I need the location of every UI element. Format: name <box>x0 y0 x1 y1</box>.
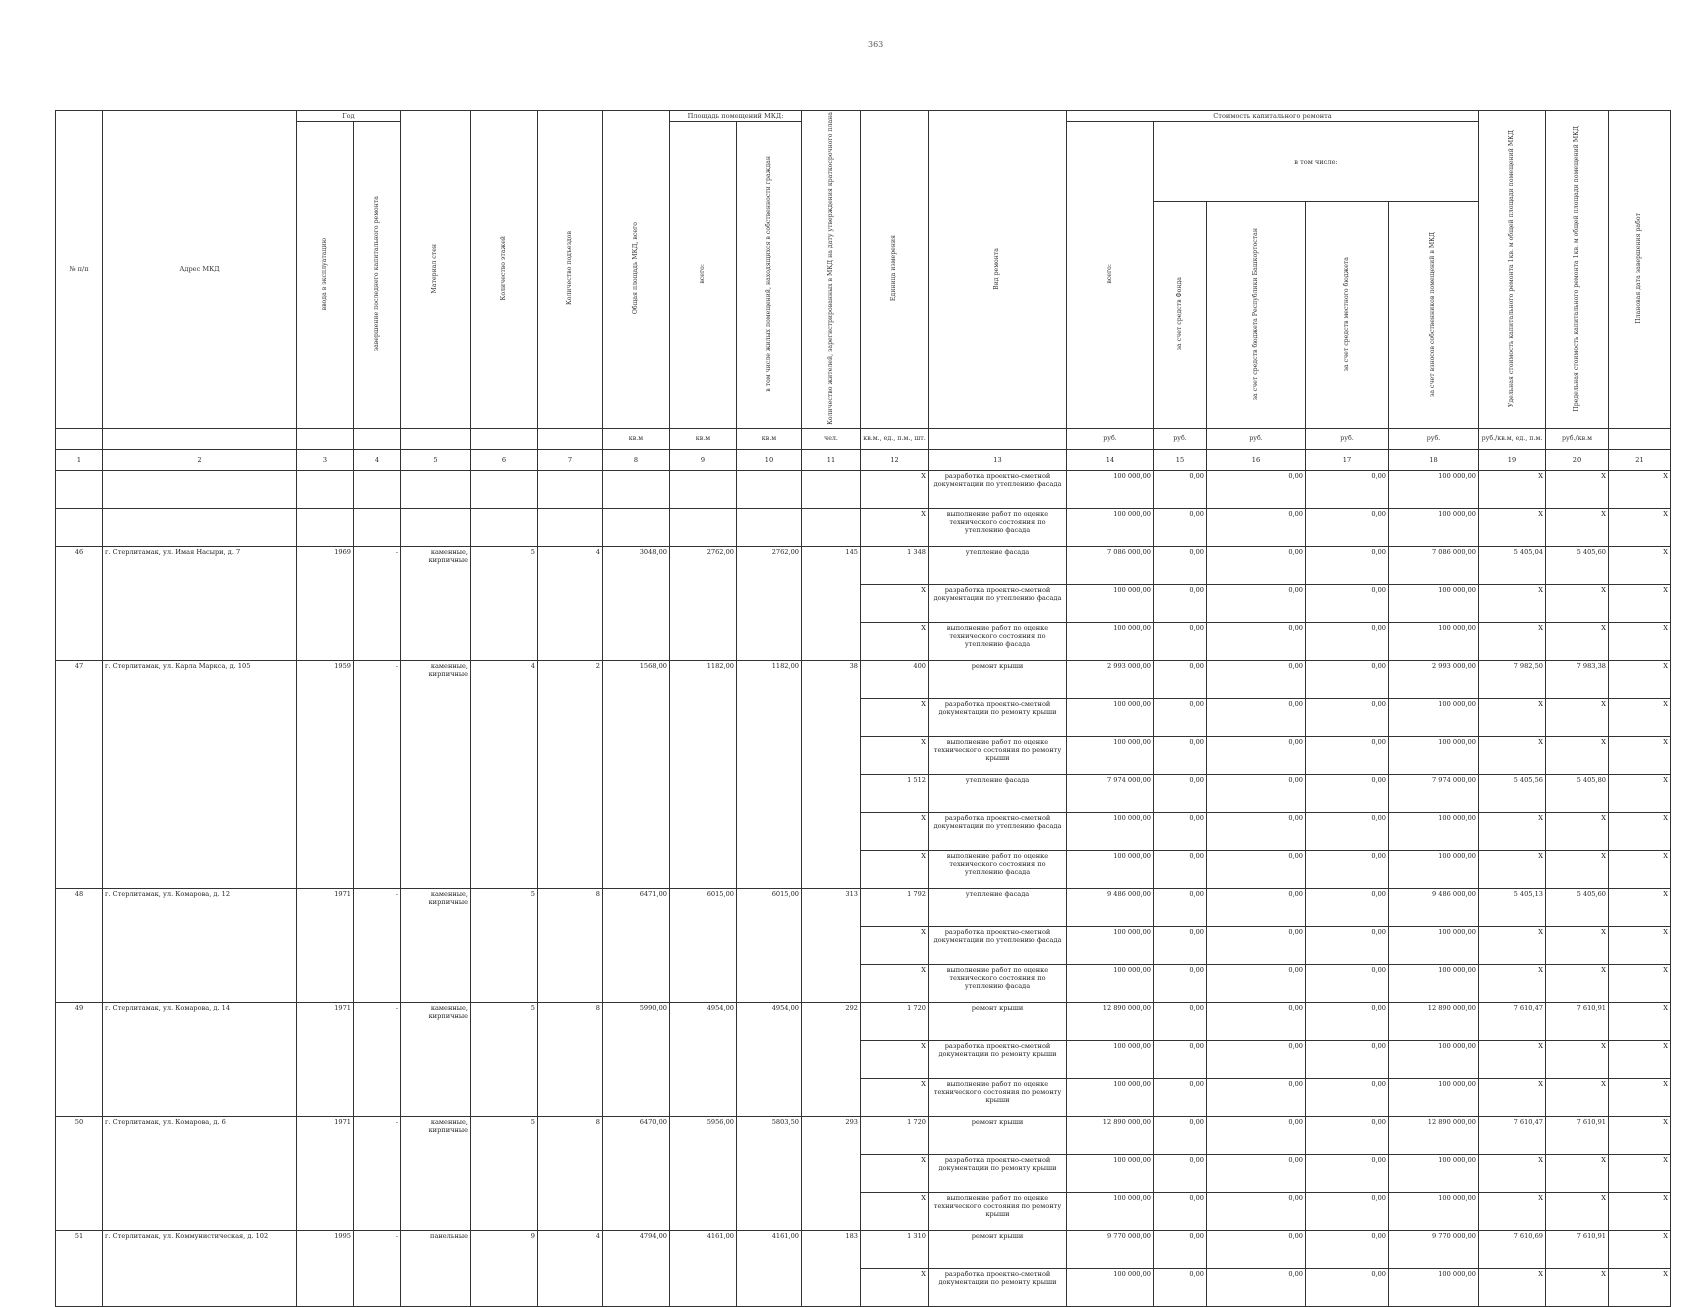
table-row: X разработка проектно-сметной документации по утеплению фасада 100 000,00 0,00 0,00 0,00 100 000,00 X X X <box>56 926 1671 964</box>
hdr-wall-material: Материал стен <box>401 111 471 429</box>
unit-17: руб. <box>1306 428 1389 449</box>
table-row: X выполнение работ по оценке технического состояния по утеплению фасада 100 000,00 0,00 0,00 0,00 100 000,00 X X X <box>56 622 1671 660</box>
hdr-entrances: Количество подъездов <box>538 111 603 429</box>
table-row: X выполнение работ по оценке технического состояния по ремонту крыши 100 000,00 0,00 0,00 0,00 100 000,00 X X X <box>56 1192 1671 1230</box>
table-row: X выполнение работ по оценке технического состояния по утеплению фасада 100 000,00 0,00 0,00 0,00 100 000,00 X X X <box>56 850 1671 888</box>
hdr-num: № п/п <box>56 111 103 429</box>
unit-14: руб. <box>1067 428 1154 449</box>
table-row: X разработка проектно-сметной документации по ремонту крыши 100 000,00 0,00 0,00 0,00 100 000,00 X X X <box>56 1040 1671 1078</box>
hdr-unit: Единица измерения <box>861 111 929 429</box>
table-row: 48 г. Стерлитамак, ул. Комарова, д. 12 1971 - каменные, кирпичные 5 8 6471,00 6015,00 6015,00 313 1 792 утепление фасада 9 486 000,00 0,00 0,00 0,00 9 486 000,00 5 405,13 5 405,60 X <box>56 888 1671 926</box>
unit-18: руб. <box>1389 428 1479 449</box>
hdr-owner-fees: за счет взносов собственников помещений в МКД <box>1389 202 1479 429</box>
hdr-republic-budget: за счет средств бюджета Республики Башкортостан <box>1207 202 1306 429</box>
table-row: X выполнение работ по оценке технического состояния по утеплению фасада 100 000,00 0,00 0,00 0,00 100 000,00 X X X <box>56 508 1671 546</box>
table-row: X разработка проектно-сметной документации по утеплению фасада 100 000,00 0,00 0,00 0,00 100 000,00 X X X <box>56 470 1671 508</box>
hdr-residents: Количество жителей, зарегистрированных в МКД на дату утверждения краткосрочного плана <box>802 111 861 429</box>
table-row: 1 512 утепление фасада 7 974 000,00 0,00 0,00 0,00 7 974 000,00 5 405,56 5 405,80 X <box>56 774 1671 812</box>
table-row: X разработка проектно-сметной документации по ремонту крыши 100 000,00 0,00 0,00 0,00 100 000,00 X X X <box>56 1154 1671 1192</box>
unit-12: кв.м., ед., п.м., шт. <box>861 428 929 449</box>
table-row: X выполнение работ по оценке технического состояния по утеплению фасада 100 000,00 0,00 0,00 0,00 100 000,00 X X X <box>56 964 1671 1002</box>
table-row: 51 г. Стерлитамак, ул. Коммунистическая, д. 102 1995 - панельные 9 4 4794,00 4161,00 4161,00 183 1 310 ремонт крыши 9 770 000,00 0,00 0,00 0,00 9 770 000,00 7 610,69 7 610,91 X <box>56 1230 1671 1268</box>
unit-16: руб. <box>1207 428 1306 449</box>
hdr-area-owned: в том числе жилых помещений, находящихся в собственности граждан <box>737 122 802 429</box>
table-row: X разработка проектно-сметной документации по утеплению фасада 100 000,00 0,00 0,00 0,00 100 000,00 X X X <box>56 584 1671 622</box>
hdr-year-group: Год <box>297 111 401 122</box>
table-row: 50 г. Стерлитамак, ул. Комарова, д. 6 1971 - каменные, кирпичные 5 8 6470,00 5956,00 5803,50 293 1 720 ремонт крыши 12 890 000,00 0,00 0,00 0,00 12 890 000,00 7 610,47 7 610,91 X <box>56 1116 1671 1154</box>
hdr-area-group: Площадь помещений МКД: <box>670 111 802 122</box>
hdr-floors: Количество этажей <box>471 111 538 429</box>
hdr-repair-type: Вид ремонта <box>929 111 1067 429</box>
unit-19: руб./кв.м, ед., п.м. <box>1479 428 1546 449</box>
hdr-cost-group: Стоимость капитального ремонта <box>1067 111 1479 122</box>
hdr-including: в том числе: <box>1154 122 1479 202</box>
table-row: X разработка проектно-сметной документации по ремонту крыши 100 000,00 0,00 0,00 0,00 100 000,00 X X X <box>56 698 1671 736</box>
hdr-commissioning: ввода в эксплуатацию <box>297 122 354 429</box>
table-row: X разработка проектно-сметной документации по утеплению фасада 100 000,00 0,00 0,00 0,00 100 000,00 X X X <box>56 812 1671 850</box>
hdr-cost-total: всего: <box>1067 122 1154 429</box>
hdr-address: Адрес МКД <box>103 111 297 429</box>
table-row: X выполнение работ по оценке технического состояния по ремонту крыши 100 000,00 0,00 0,00 0,00 100 000,00 X X X <box>56 1078 1671 1116</box>
table-row: X разработка проектно-сметной документации по ремонту крыши 100 000,00 0,00 0,00 0,00 100 000,00 X X X <box>56 1268 1671 1306</box>
hdr-fund: за счет средств Фонда <box>1154 202 1207 429</box>
hdr-last-repair: завершение последнего капитального ремонта <box>354 122 401 429</box>
page-number: 363 <box>868 40 884 49</box>
unit-10: кв.м <box>737 428 802 449</box>
hdr-local-budget: за счет средств местного бюджета <box>1306 202 1389 429</box>
hdr-area-total: всего: <box>670 122 737 429</box>
unit-15: руб. <box>1154 428 1207 449</box>
capital-repair-table <box>55 110 1671 1307</box>
table-row: X выполнение работ по оценке технического состояния по ремонту крыши 100 000,00 0,00 0,00 0,00 100 000,00 X X X <box>56 736 1671 774</box>
hdr-total-area: Общая площадь МКД, всего <box>603 111 670 429</box>
table-row: 47 г. Стерлитамак, ул. Карла Маркса, д. 105 1959 - каменные, кирпичные 4 2 1568,00 1182,00 1182,00 38 400 ремонт крыши 2 993 000,00 0,00 0,00 0,00 2 993 000,00 7 982,50 7 983,38 X <box>56 660 1671 698</box>
unit-8: кв.м <box>603 428 670 449</box>
table-row: 46 г. Стерлитамак, ул. Имая Насыри, д. 7 1969 - каменные, кирпичные 5 4 3048,00 2762,00 2762,00 145 1 348 утепление фасада 7 086 000,00 0,00 0,00 0,00 7 086 000,00 5 405,04 5 405,60 X <box>56 546 1671 584</box>
unit-9: кв.м <box>670 428 737 449</box>
column-number-row: 1 2 3 4 5 6 7 8 9 10 11 12 13 14 15 16 17 18 19 20 21 <box>56 449 1671 470</box>
table-row: 49 г. Стерлитамак, ул. Комарова, д. 14 1971 - каменные, кирпичные 5 8 5990,00 4954,00 4954,00 292 1 720 ремонт крыши 12 890 000,00 0,00 0,00 0,00 12 890 000,00 7 610,47 7 610,91 X <box>56 1002 1671 1040</box>
unit-20: руб./кв.м <box>1546 428 1609 449</box>
hdr-specific-cost: Удельная стоимость капитального ремонта 1кв. м общей площади помещений МКД <box>1479 111 1546 429</box>
unit-11: чел. <box>802 428 861 449</box>
hdr-limit-cost: Предельная стоимость капитального ремонта 1кв. м общей площади помещений МКД <box>1546 111 1609 429</box>
hdr-planned-date: Плановая дата завершения работ <box>1609 111 1671 429</box>
